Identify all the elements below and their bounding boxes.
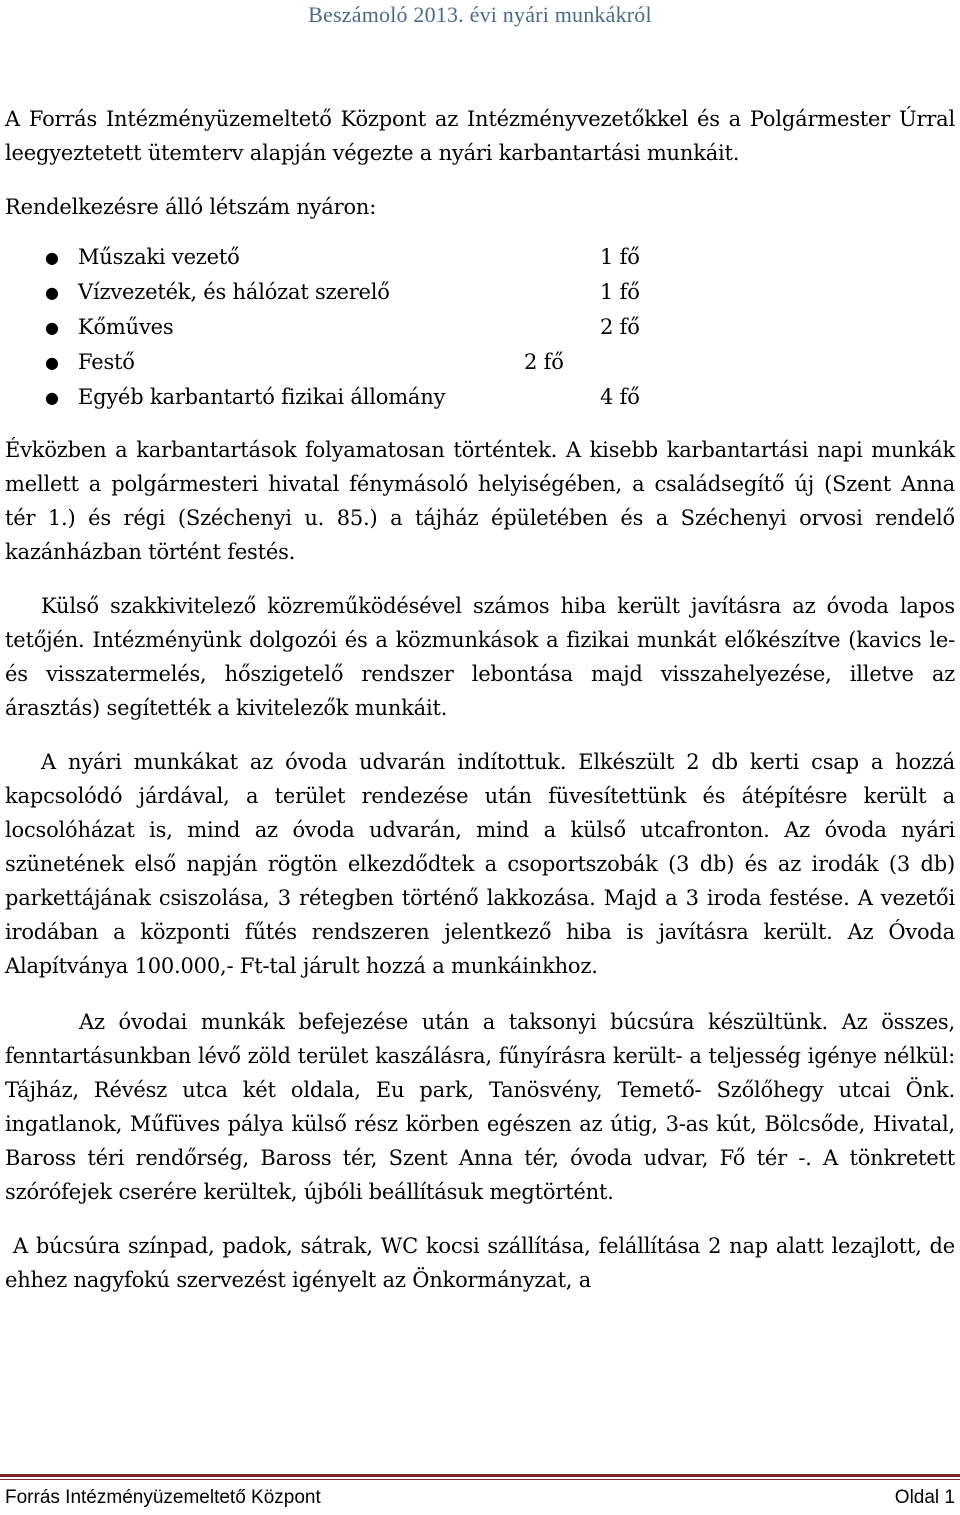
- paragraph-roof-repair: Külső szakkivitelező közreműködésével számos hiba került javításra az óvoda lapos tetőjén. Intézményünk dolgozói és a közmunkások a fizikai munkát előkészítve (kavics le- és visszatermelés, hőszigetelő rendszer lebontása majd visszahelyezése, illetve az árasztás) segítették a kivitelezők munkáit.: [5, 594, 955, 720]
- bullet-icon: ●: [45, 388, 59, 407]
- list-item: [5, 380, 955, 415]
- paragraph-kindergarten-works: A nyári munkákat az óvoda udvarán indítottuk. Elkészült 2 db kerti csap a hozzá kapcsolódó járdával, a terület rendezése után füvesítettünk és átépítésre került a locsolóházat is, mind az óvoda udvarán, mind a külső utcafronton. Az óvoda nyári szünetének első napján rögtön elkezdődtek a csoportszobák (3 db) és az irodák (3 db) parkettájának csiszolása, 3 rétegben történő lakkozása. Majd a 3 iroda festése. A vezetői irodában a központi fűtés rendszeren jelentkező hiba is javításra került. Az Óvoda Alapítványa 100.000,- Ft-tal járult hozzá a munkáinkhoz.: [5, 750, 955, 978]
- paragraph-intro: A Forrás Intézményüzemeltető Központ az Intézményvezetőkkel és a Polgármester Úrral leegyeztetett ütemterv alapján végezte a nyári karbantartási munkáit.: [5, 107, 955, 165]
- paragraph-festival-prep: Az óvodai munkák befejezése után a taksonyi búcsúra készültünk. Az összes, fenntartásunkban lévő zöld terület kaszálásra, fűnyírásra került- a teljesség igénye nélkül: Tájház, Révész utca két oldala, Eu park, Tanösvény, Temető- Szőlőhegy utcai Önk. ingatlanok, Műfüves pálya külső rész körben egészen az útig, 3-as kút, Bölcsőde, Hivatal, Baross téri rendőrség, Baross tér, Szent Anna tér, óvoda udvar, Fő tér -. A tönkretett szórófejek cserére kerültek, újbóli beállításuk megtörtént.: [5, 1010, 955, 1204]
- list-item: [5, 240, 955, 275]
- staff-role: Festő: [78, 350, 135, 374]
- footer-rule: [0, 1474, 960, 1477]
- staff-role: Kőműves: [78, 315, 174, 339]
- staff-count: 2 fő: [600, 315, 640, 339]
- bullet-icon: ●: [45, 353, 59, 372]
- document-header: Beszámoló 2013. évi nyári munkákról: [308, 2, 652, 27]
- list-item: [5, 310, 955, 345]
- bullet-icon: ●: [45, 248, 59, 267]
- paragraph-maintenance: Évközben a karbantartások folyamatosan történtek. A kisebb karbantartási napi munkák mellett a polgármesteri hivatal fénymásoló helyiségében, a családsegítő új (Szent Anna tér 1.) és régi (Széchenyi u. 85.) a tájház épületében és a Széchenyi orvosi rendelő kazánházban történt festés.: [5, 438, 955, 564]
- list-item: [5, 275, 955, 310]
- staff-count: 2 fő: [524, 350, 564, 374]
- document-body: [5, 102, 955, 1297]
- bullet-icon: ●: [45, 283, 59, 302]
- footer-rule-thin: [0, 1479, 960, 1480]
- bullet-icon: ●: [45, 318, 59, 337]
- list-item: [5, 345, 955, 380]
- footer-organization: Forrás Intézményüzemeltető Központ: [5, 1487, 321, 1508]
- staff-role: Műszaki vezető: [78, 245, 240, 269]
- staff-intro: Rendelkezésre álló létszám nyáron:: [5, 195, 377, 219]
- staff-count: 1 fő: [600, 245, 640, 269]
- staff-count: 4 fő: [600, 385, 640, 409]
- staff-role: Egyéb karbantartó fizikai állomány: [78, 385, 446, 409]
- staff-list: [5, 240, 955, 415]
- page-number: Oldal 1: [894, 1487, 955, 1508]
- staff-count: 1 fő: [600, 280, 640, 304]
- paragraph-festival-setup: A búcsúra színpad, padok, sátrak, WC kocsi szállítása, felállítása 2 nap alatt lezajlott, de ehhez nagyfokú szervezést igényelt az Önkormányzat, a: [5, 1234, 955, 1292]
- staff-role: Vízvezeték, és hálózat szerelő: [78, 280, 390, 304]
